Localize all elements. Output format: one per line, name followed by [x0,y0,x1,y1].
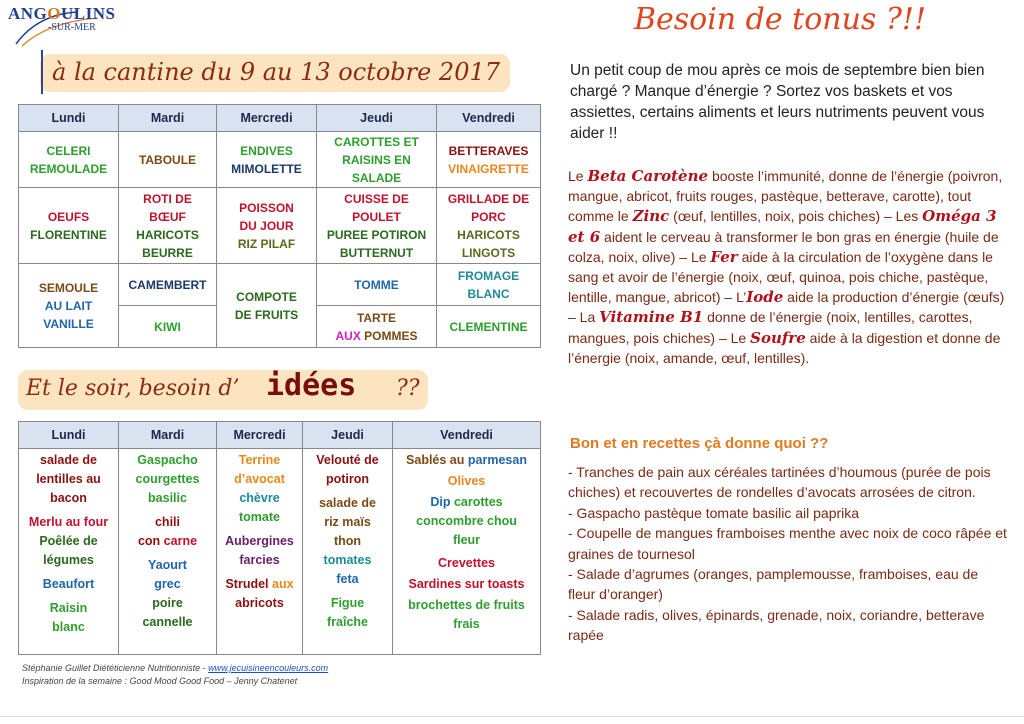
recipe-item: - Tranches de pain aux céréales tartinées d’houmous (purée de pois chiches) et recouvertes de rondelles d’avocats arrosées de citron. [568,464,991,501]
table-row [19,132,541,188]
day-header: Jeudi [303,422,393,449]
nutrient-name: Beta Carotène [587,167,709,185]
menu-cell: salade de lentilles au bacon Merlu au four Poêlée de légumes Beaufort Raisin blanc [19,449,119,655]
menu-cell: CAROTTES ET RAISINS EN SALADE [317,132,437,188]
dinner-title-ideas: idées [266,368,357,403]
footer-credits [22,662,328,688]
menu-cell: Gaspacho courgettes basilic chili con carne Yaourt grec poire cannelle [119,449,217,655]
nutrients-paragraph: Le Beta Carotène booste l’immunité, donne de l’énergie (poivron, mangue, abricot, fruits rouges, pastèque, betterave, carotte), tout comme le Zinc (œuf, lentilles, noix, pois chiches) – Les Oméga 3 et 6 aident le cerveau à transformer le bon gras en énergie (huile de colza, noix, olive) – Le Fer aide à la circulation de l’oxygène dans le sang et avoir de l’énergie (noix, œuf, quinoa, pois chiche, pastèque, lentille, mangue, abricot) – L’Iode aide la production d’énergie (œufs) – La Vitamine B1 donne de l’énergie (noix, lentilles, carottes, mangues, pois chiches) – Le Soufre aide à la digestion et donne de l’énergie (noix, amande, œuf, lentilles). [568,167,1005,366]
menu-cell: TARTE AUX POMMES [317,306,437,348]
day-header: Lundi [19,105,119,132]
recipes-heading: Bon et en recettes çà donne quoi ?? [570,435,829,452]
day-header: Vendredi [393,422,541,449]
menu-cell: ROTI DE BŒUF HARICOTS BEURRE [119,188,217,264]
recipe-item: - Gaspacho pastèque tomate basilic ail paprika [568,504,860,521]
menu-cell: KIWI [119,306,217,348]
menu-cell: ENDIVES MIMOLETTE [217,132,317,188]
dinner-ideas-table [18,421,541,655]
nutrient-name: Fer [710,247,738,266]
nutrient-name: Soufre [750,328,806,347]
logo [8,4,128,48]
logo-text: ANGOULINS [8,4,116,23]
day-header: Lundi [19,422,119,449]
footer-author: Stéphanie Guillet Diététicienne Nutritionniste - [22,663,209,673]
menu-cell: CLEMENTINE [437,306,541,348]
menu-cell: CELERI REMOULADE [19,132,119,188]
menu-cell: TOMME [317,264,437,306]
menu-cell: GRILLADE DE PORC HARICOTS LINGOTS [437,188,541,264]
recipe-item: - Salade radis, olives, épinards, grenade, noix, coriandre, betterave rapée [568,606,985,644]
menu-cell: CUISSE DE POULET PUREE POTIRON BUTTERNUT [317,188,437,264]
day-header: Mercredi [217,422,303,449]
page-title: Besoin de tonus ?!! [633,2,927,37]
nutrient-name: Oméga 3 et 6 [568,207,997,246]
menu-cell: COMPOTE DE FRUITS [217,264,317,348]
menu-cell: SEMOULE AU LAIT VANILLE [19,264,119,348]
intro-paragraph: Un petit coup de mou après ce mois de septembre bien bien chargé ? Manque d’énergie ? Sortez vos baskets et vos assiettes, certains aliments et leurs nutriments peuvent vous aider !! [570,62,985,142]
menu-cell: FROMAGE BLANC [437,264,541,306]
menu-cell: POISSON DU JOUR RIZ PILAF [217,188,317,264]
menu-cell: CAMEMBERT [119,264,217,306]
table-header-row [19,105,541,132]
recipe-item: - Salade d’agrumes (oranges, pamplemousse, framboises, eau de fleur d’oranger) [568,566,979,603]
day-header: Jeudi [317,105,437,132]
dinner-title-marks: ?? [396,376,420,401]
lunch-title: à la cantine du 9 au 13 octobre 2017 [52,58,501,86]
nutrient-name: Iode [746,288,784,307]
menu-cell: Terrine d’avocat chèvre tomate Aubergines farcies Strudel aux abricots [217,449,303,655]
table-header-row [19,422,541,449]
table-row [19,449,541,655]
menu-cell: Velouté de potiron salade de riz maïs thon tomates feta Figue fraîche [303,449,393,655]
day-header: Mardi [119,422,217,449]
recipes-list [568,462,1008,646]
banner-flourish-icon [32,48,52,98]
dinner-title-banner [18,370,428,410]
logo-subtext: -SUR-MER [48,22,96,33]
nutrient-name: Vitamine B1 [599,308,704,327]
day-header: Mardi [119,105,217,132]
lunch-menu-table [18,104,541,348]
day-header: Vendredi [437,105,541,132]
table-row [19,264,541,306]
footer-website-link[interactable]: www.jecuisineencouleurs.com [208,663,329,673]
menu-cell: OEUFS FLORENTINE [19,188,119,264]
menu-cell: Sablés au parmesan Olives Dip carottes concombre chou fleur Crevettes Sardines sur toasts brochettes de fruits frais [393,449,541,655]
menu-cell: TABOULE [119,132,217,188]
footer-inspiration: Inspiration de la semaine : Good Mood Good Food – Jenny Chatenet [22,676,298,686]
nutrient-name: Zinc [632,207,670,226]
menu-cell: BETTERAVES VINAIGRETTE [437,132,541,188]
page-divider [0,716,1024,717]
dinner-title-text: Et le soir, besoin d’ [26,376,240,401]
day-header: Mercredi [217,105,317,132]
table-row [19,188,541,264]
recipe-item: - Coupelle de mangues framboises menthe avec noix de coco râpée et graines de tournesol [568,525,1007,562]
lunch-title-banner [40,54,510,92]
